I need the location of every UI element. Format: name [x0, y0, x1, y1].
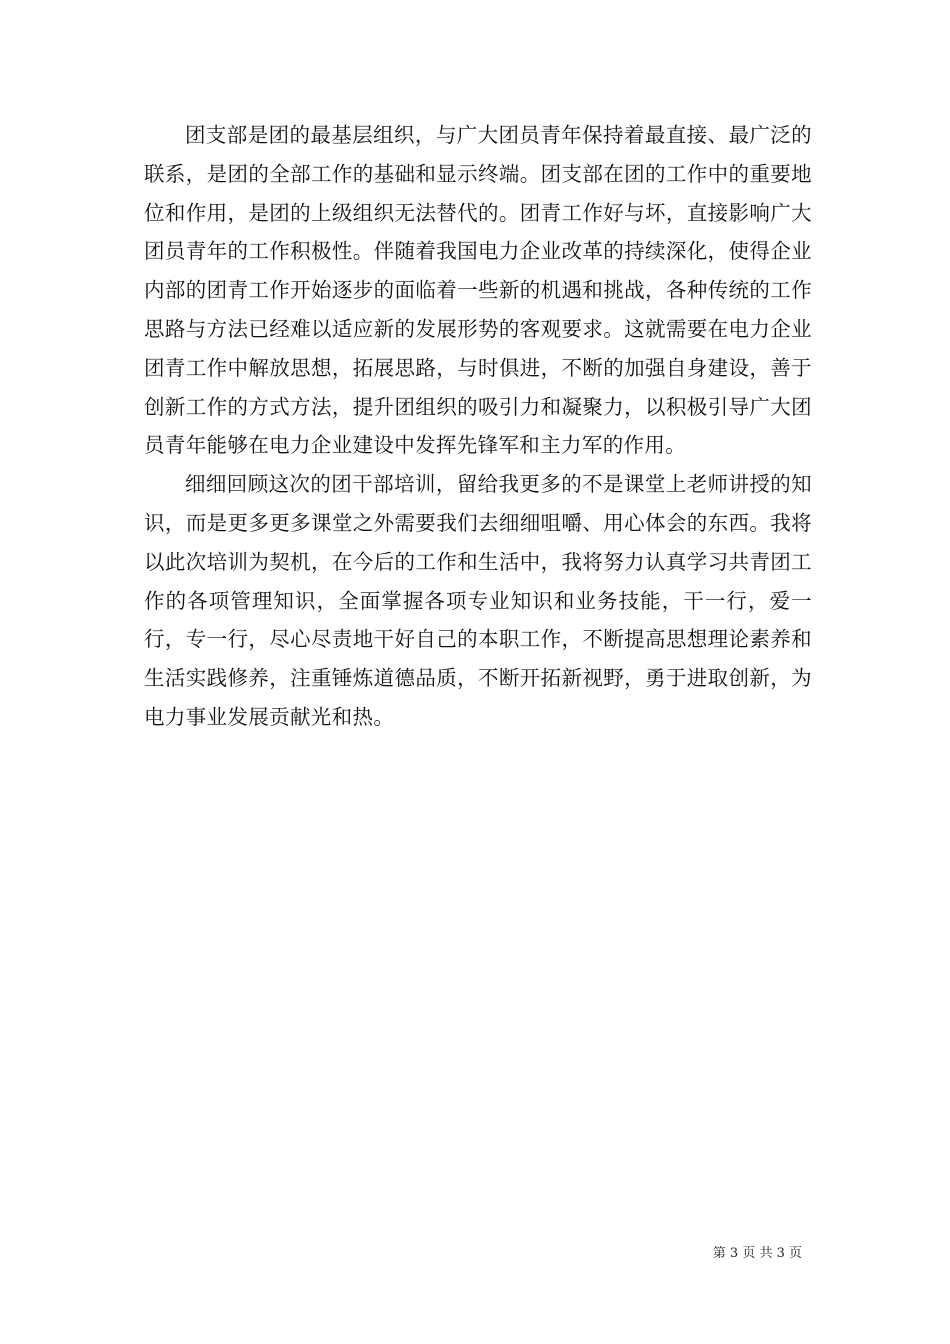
paragraph-2: 细细回顾这次的团干部培训，留给我更多的不是课堂上老师讲授的知识，而是更多更多课堂之外需要我们去细细咀嚼、用心体会的东西。我将以此次培训为契机，在今后的工作和生活中，我将努力认真学习共青团工作的各项管理知识，全面掌握各项专业知识和业务技能，干一行，爱一行，专一行，尽心尽责地干好自己的本职工作，不断提高思想理论素养和生活实践修养，注重锤炼道德品质，不断开拓新视野，勇于进取创新，为电力事业发展贡献光和热。: [144, 472, 812, 729]
body-text: [144, 116, 812, 737]
paragraph-1: 团支部是团的最基层组织，与广大团员青年保持着最直接、最广泛的联系，是团的全部工作的基础和显示终端。团支部在团的工作中的重要地位和作用，是团的上级组织无法替代的。团青工作好与坏，直接影响广大团员青年的工作积极性。伴随着我国电力企业改革的持续深化，使得企业内部的团青工作开始逐步的面临着一些新的机遇和挑战，各种传统的工作思路与方法已经难以适应新的发展形势的客观要求。这就需要在电力企业团青工作中解放思想，拓展思路，与时俱进，不断的加强自身建设，善于创新工作的方式方法，提升团组织的吸引力和凝聚力，以积极引导广大团员青年能够在电力企业建设中发挥先锋军和主力军的作用。: [144, 123, 812, 458]
page-number: 第 3 页 共 3 页: [712, 1246, 802, 1261]
